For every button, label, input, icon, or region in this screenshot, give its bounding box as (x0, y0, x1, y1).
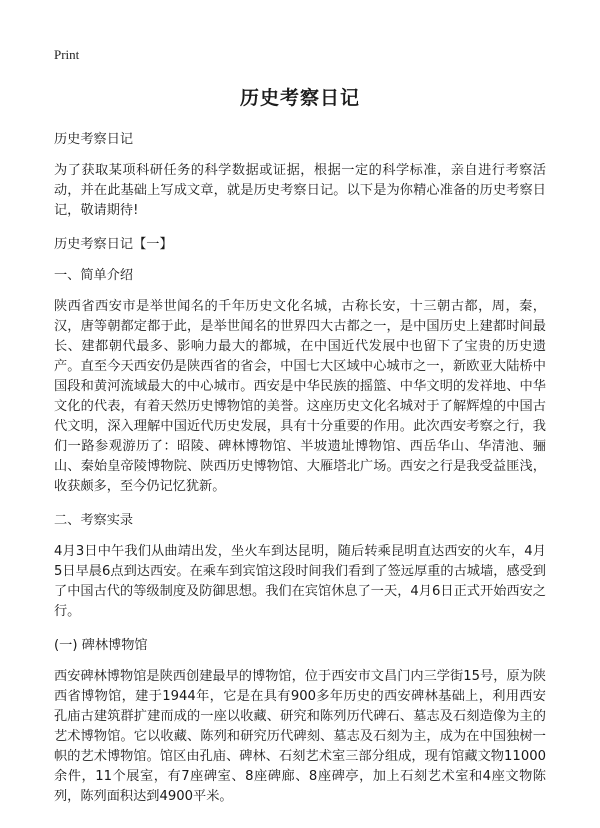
section-heading: 二、考察实录 (54, 513, 134, 528)
body-paragraph: 西安碑林博物馆是陕西创建最早的博物馆，位于西安市文昌门内三学街15号，原为陕西省博物馆，建于1944年，它是在具有900多年历史的西安碑林基础上，利用西安孔庙古建筑群扩建而成的一座以收藏、研究和陈列历代碑石、墓志及石刻造像为主的艺术博物馆。它以收藏、陈列和研究历代碑刻、墓志及石刻为主，成为在中国独树一帜的艺术博物馆。馆区由孔庙、碑林、石刻艺术室三部分组成，现有馆藏文物11000余件，11个展室，有7座碑室、8座碑廊、8座碑亭，加上石刻艺术室和4座文物陈列，陈列面积达到4900平米。 (54, 669, 546, 804)
section-heading: (一) 碑林博物馆 (54, 638, 148, 653)
document-title: 历史考察日记 (239, 87, 360, 109)
section-heading: 一、简单介绍 (54, 268, 134, 283)
body-paragraph: 陕西省西安市是举世闻名的千年历史文化名城，古称长安，十三朝古都，周，秦，汉，唐等朝都定都于此，是举世闻名的世界四大古都之一，是中国历史上建都时间最长、建都朝代最多、影响力最大的都城，在中国近代发展中也留下了宝贵的历史遗产。直至今天西安仍是陕西省的省会，中国七大区域中心城市之一，新欧亚大陆桥中国段和黄河流域最大的中心城市。西安是中华民族的摇篮、中华文明的发祥地、中华文化的代表，有着天然历史博物馆的美誉。这座历史文化名城对于了解辉煌的中国古代文明，深入理解中国近代历史发展，具有十分重要的作用。此次西安考察之行，我们一路参观游历了：昭陵、碑林博物馆、半坡遗址博物馆、西岳华山、华清池、骊山、秦始皇帝陵博物院、陕西历史博物馆、大雁塔北广场。西安之行是我受益匪浅，收获颇多，至今仍记忆犹新。 (54, 299, 546, 494)
intro-paragraph: 为了获取某项科研任务的科学数据或证据，根据一定的科学标准，亲自进行考察活动，并在此基础上写成文章，就是历史考察日记。以下是为你精心准备的历史考察日记，敬请期待! (54, 163, 546, 218)
section-heading: 历史考察日记 (54, 132, 134, 147)
body-paragraph: 4月3日中午我们从曲靖出发，坐火车到达昆明，随后转乘昆明直达西安的火车，4月5日早晨6点到达西安。在乘车到宾馆这段时间我们看到了签远厚重的古城墙，感受到了中国古代的等级制度及防御思想。我们在宾馆休息了一天，4月6日正式开始西安之行。 (54, 544, 546, 619)
section-heading: 历史考察日记【一】 (54, 237, 173, 252)
print-link[interactable]: Print (54, 47, 80, 62)
